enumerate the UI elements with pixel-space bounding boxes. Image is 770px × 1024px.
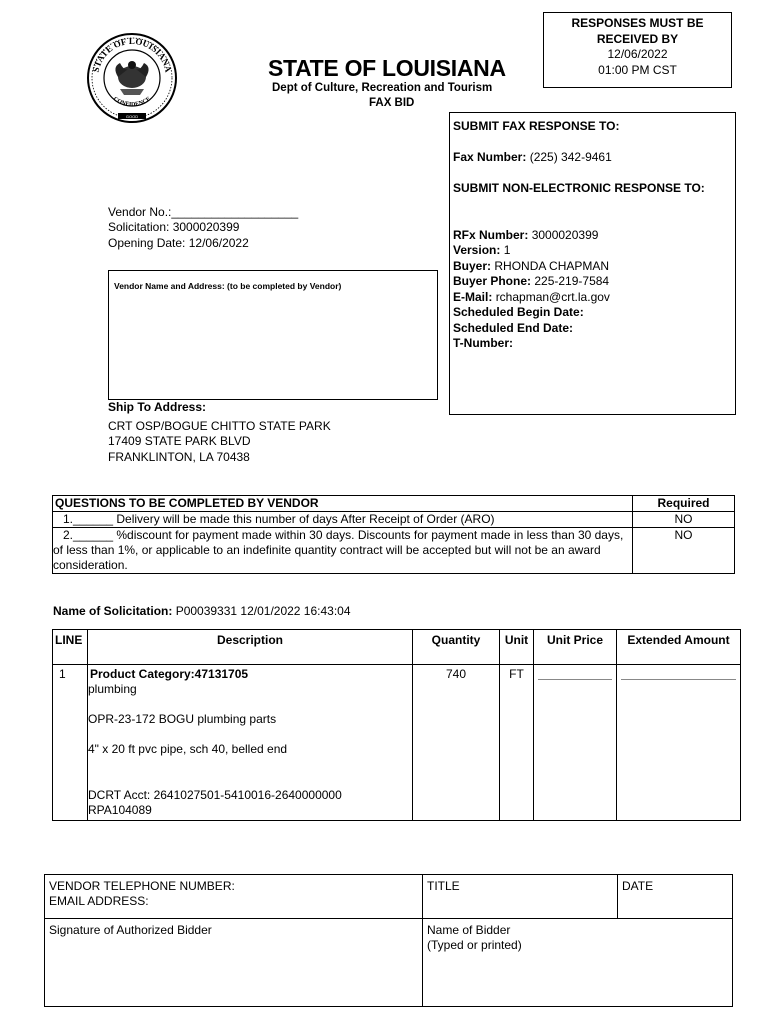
bid-type: FAX BID: [369, 97, 415, 109]
item-unit: FT: [500, 665, 534, 821]
ship-to-line-1: CRT OSP/BOGUE CHITTO STATE PARK: [108, 419, 331, 433]
seal-graphic: [84, 33, 180, 123]
page-title: STATE OF LOUISIANA: [268, 55, 506, 81]
svg-text:CONFIDENCE: CONFIDENCE: [112, 96, 152, 109]
scheduled-end-label: Scheduled End Date:: [453, 321, 574, 335]
rfx-number-row: [453, 228, 598, 242]
version-label: Version:: [453, 243, 501, 257]
typed-or-printed-label: (Typed or printed): [427, 938, 522, 952]
table-row: [53, 665, 741, 821]
item-quantity: 740: [413, 665, 500, 821]
item-desc-line: RPA104089: [88, 803, 152, 817]
required-header: Required: [633, 496, 735, 512]
state-seal: [84, 33, 180, 123]
svg-text:STATE OF LOUISIANA: STATE OF LOUISIANA: [90, 36, 174, 74]
buyer-phone-value: 225-219-7584: [534, 274, 610, 288]
buyer-value: RHONDA CHAPMAN: [494, 259, 610, 273]
fax-number-label: Fax Number:: [453, 150, 527, 164]
response-time: 01:00 PM CST: [598, 62, 677, 77]
buyer-label: Buyer:: [453, 259, 492, 273]
item-category: Product Category:47131705: [90, 667, 249, 681]
version-row: [453, 243, 510, 257]
vendor-contact-cell[interactable]: [45, 875, 423, 919]
version-value: 1: [503, 243, 511, 257]
solicitation-number: Solicitation: 3000020399: [108, 220, 240, 234]
vendor-telephone-label: VENDOR TELEPHONE NUMBER:: [49, 879, 235, 893]
date-cell[interactable]: [618, 875, 733, 919]
rfx-number-value: 3000020399: [531, 228, 599, 242]
fax-number-value: (225) 342-9461: [529, 150, 612, 164]
vendor-number: Vendor No.:___________________: [108, 205, 299, 219]
signature-label: Signature of Authorized Bidder: [49, 923, 212, 937]
col-description: Description: [88, 630, 413, 665]
t-number-label: T-Number:: [453, 336, 513, 350]
email-row: [453, 290, 610, 304]
question-text: 1.______ Delivery will be made this number of days After Receipt of Order (ARO): [53, 512, 633, 528]
vendor-name-address-label: Vendor Name and Address: (to be completed by Vendor): [114, 281, 342, 291]
item-desc-line: OPR-23-172 BOGU plumbing parts: [88, 712, 277, 726]
buyer-phone-row: [453, 274, 609, 288]
question-text: 2.______ %discount for payment made within 30 days. Discounts for payment made in less than 30 days, of less than 1%, or applicable to an indefinite quantity contract will be accepted but will not be an award consideration.: [53, 528, 633, 574]
ship-to-line-3: FRANKLINTON, LA 70438: [108, 450, 250, 464]
question-row: [53, 528, 735, 574]
vendor-name-address-box[interactable]: [108, 270, 438, 400]
bidder-name-cell[interactable]: [423, 919, 733, 1007]
question-required: NO: [633, 512, 735, 528]
submission-info-box: [449, 112, 736, 415]
response-date: 12/06/2022: [607, 47, 668, 61]
item-desc-line: DCRT Acct: 2641027501-5410016-2640000000: [88, 788, 342, 802]
submit-nonelectronic-heading: SUBMIT NON-ELECTRONIC RESPONSE TO:: [453, 181, 705, 195]
solicitation-name: [53, 604, 351, 618]
col-unit-price: Unit Price: [534, 630, 617, 665]
signature-cell[interactable]: [45, 919, 423, 1007]
col-quantity: Quantity: [413, 630, 500, 665]
email-value: rchapman@crt.la.gov: [495, 290, 610, 304]
vendor-questions-table: [52, 495, 735, 574]
title-cell[interactable]: [423, 875, 618, 919]
department-name: Dept of Culture, Recreation and Tourism: [272, 82, 493, 94]
scheduled-begin-label: Scheduled Begin Date:: [453, 305, 584, 319]
bidder-name-label: Name of Bidder: [427, 923, 511, 937]
col-line: LINE: [53, 630, 88, 665]
questions-header: QUESTIONS TO BE COMPLETED BY VENDOR: [53, 496, 633, 512]
question-required: NO: [633, 528, 735, 574]
date-label: DATE: [622, 879, 654, 893]
email-label: E-Mail:: [453, 290, 493, 304]
item-line: 1: [53, 665, 88, 821]
title-label: TITLE: [427, 879, 460, 893]
response-line-2: RECEIVED BY: [596, 31, 679, 46]
response-line-1: RESPONSES MUST BE: [571, 16, 704, 30]
solicitation-name-value: P00039331 12/01/2022 16:43:04: [175, 604, 351, 618]
item-desc-line: 4" x 20 ft pvc pipe, sch 40, belled end: [88, 742, 288, 756]
solicitation-name-label: Name of Solicitation:: [53, 604, 173, 618]
fax-number-row: [453, 150, 612, 164]
ship-to-label: Ship To Address:: [108, 400, 207, 414]
svg-text:GOOD: GOOD: [125, 114, 139, 119]
buyer-row: [453, 259, 609, 273]
item-desc-line: plumbing: [88, 682, 137, 696]
col-unit: Unit: [500, 630, 534, 665]
item-unit-price[interactable]: [534, 665, 617, 821]
email-address-label: EMAIL ADDRESS:: [49, 894, 149, 908]
item-description: [88, 665, 413, 821]
rfx-number-label: RFx Number:: [453, 228, 529, 242]
response-deadline-box: [543, 12, 732, 88]
vendor-signature-table: [44, 874, 733, 1007]
col-extended-amount: Extended Amount: [617, 630, 741, 665]
submit-fax-heading: SUBMIT FAX RESPONSE TO:: [453, 119, 620, 133]
item-extended-amount[interactable]: [617, 665, 741, 821]
ship-to-line-2: 17409 STATE PARK BLVD: [108, 434, 251, 448]
line-items-table: [52, 629, 741, 821]
question-row: [53, 512, 735, 528]
opening-date: Opening Date: 12/06/2022: [108, 236, 249, 250]
buyer-phone-label: Buyer Phone:: [453, 274, 532, 288]
